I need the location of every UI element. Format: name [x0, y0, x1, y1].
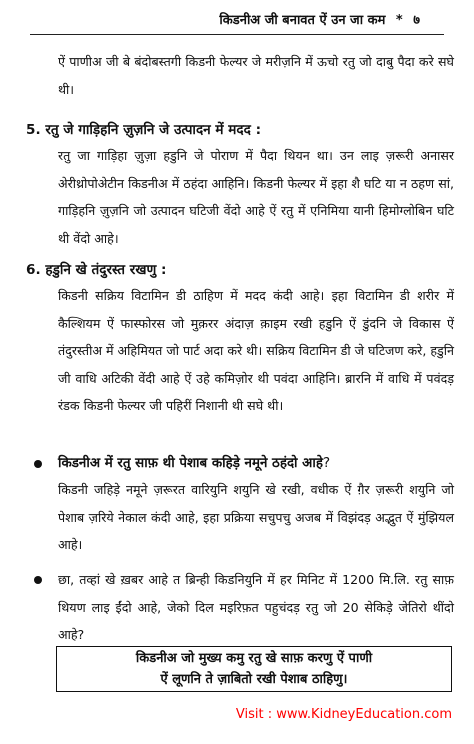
bullet-1-paragraph: किडनी जहिड़े नमूने ज़रूरत वारियुनि शयुनि खे रखी, वधीक ऐं ग़ैर ज़रूरी शयुनि जो पेशाब ज़रिये नेकाल कंदी आहे, इहा प्रक्रिया सचुपचु अजब में विझंदड़ अद्भुत ऐं मुंझियल आहे।: [58, 482, 454, 552]
running-header: [40, 12, 420, 30]
intro-paragraph: ऐं पाणीअ जी बे बंदोबस्तगी किडनी फेल्यर जे मरीज़नि में ऊचो रतु जो दाबु पैदा करे सघे थी।: [58, 54, 454, 97]
question-mark: ?: [322, 456, 331, 471]
footer-website-link[interactable]: Visit : www.KidneyEducation.com: [235, 707, 452, 722]
bullet-icon: [34, 576, 42, 584]
header-rule: [30, 34, 444, 35]
bullet-item-blood-flow: [34, 566, 454, 650]
page-number: ७: [413, 13, 420, 28]
section-5-heading: 5. रतु जे गाड़िहनि ज़ुज़नि जे उत्पादन में मदद :: [26, 122, 262, 138]
summary-line-2: ऐं लूणनि ते ज़ाबितो रखी पेशाब ठाहिणु।: [160, 672, 348, 687]
header-separator: *: [395, 13, 403, 28]
section-6-paragraph: किडनी सक्रिय विटामिन डी ठाहिण में मदद कंदी आहे। इहा विटामिन डी शरीर में कैल्शियम ऐं फास्फोरस जो मुक़रर अंदाज़ क़ाइम रखी हडुनि ऐं डुंदनि जे विकास ऐं तंदुरस्तीअ में अहिमियत जो पार्ट अदा करे थी। सक्रिय विटामिन डी जे घटिजण करे, हडुनि जी वाधि अटिकी वेंदी आहे ऐं उहे कमिज़ोर थी पवंदा आहिनि। ब्रारनि में वाधि में पवंदड़ रंडक किडनी फेल्यर जी पहिरीं निशानी थी सघे थी।: [58, 288, 454, 413]
bullet-title: किडनीअ में रतु साफ़ थी पेशाब कहिड़े नमूने ठहंदो आहे?: [58, 456, 331, 471]
bullet-2-paragraph: छा, तव्हां खे ख़बर आहे त ब्रिन्ही किडनियुनि में हर मिनिट में 1200 मि.लि. रतु साफ़ थियण लाइ ईंदो आहे, जेको दिल मइरिफ़त पहुचंदड़ रतु जो 20 सेकिड़े जेतिरो थींदो आहे?: [58, 572, 454, 642]
summary-box: [56, 646, 452, 692]
running-title: किडनीअ जी बनावत ऐं उन जा कम: [219, 13, 386, 28]
section-6-heading: 6. हडुनि खे तंदुरस्त रखणु :: [26, 262, 167, 278]
section-5-paragraph: रतु जा गाड़िहा ज़ुज़ा हडुनि जे पोराण में पैदा थियन था। उन लाइ ज़रूरी अनासर अेरीथ्रोपोअेटीन किडनीअ में ठहंदा आहिनि। किडनी फेल्यर में इहा शै घटि या न ठहण सां, गाड़िहनि ज़ुज़नि जो उत्पादन घटिजी वेंदो आहे ऐं रतु में एनिमिया यानी हिमोग्लोबिन घटि थी वेंदो आहे।: [58, 148, 454, 246]
bullet-icon: [34, 460, 42, 468]
summary-line-1: किडनीअ जो मुख्य कमु रतु खे साफ़ करणु ऐं पाणी: [135, 651, 373, 666]
